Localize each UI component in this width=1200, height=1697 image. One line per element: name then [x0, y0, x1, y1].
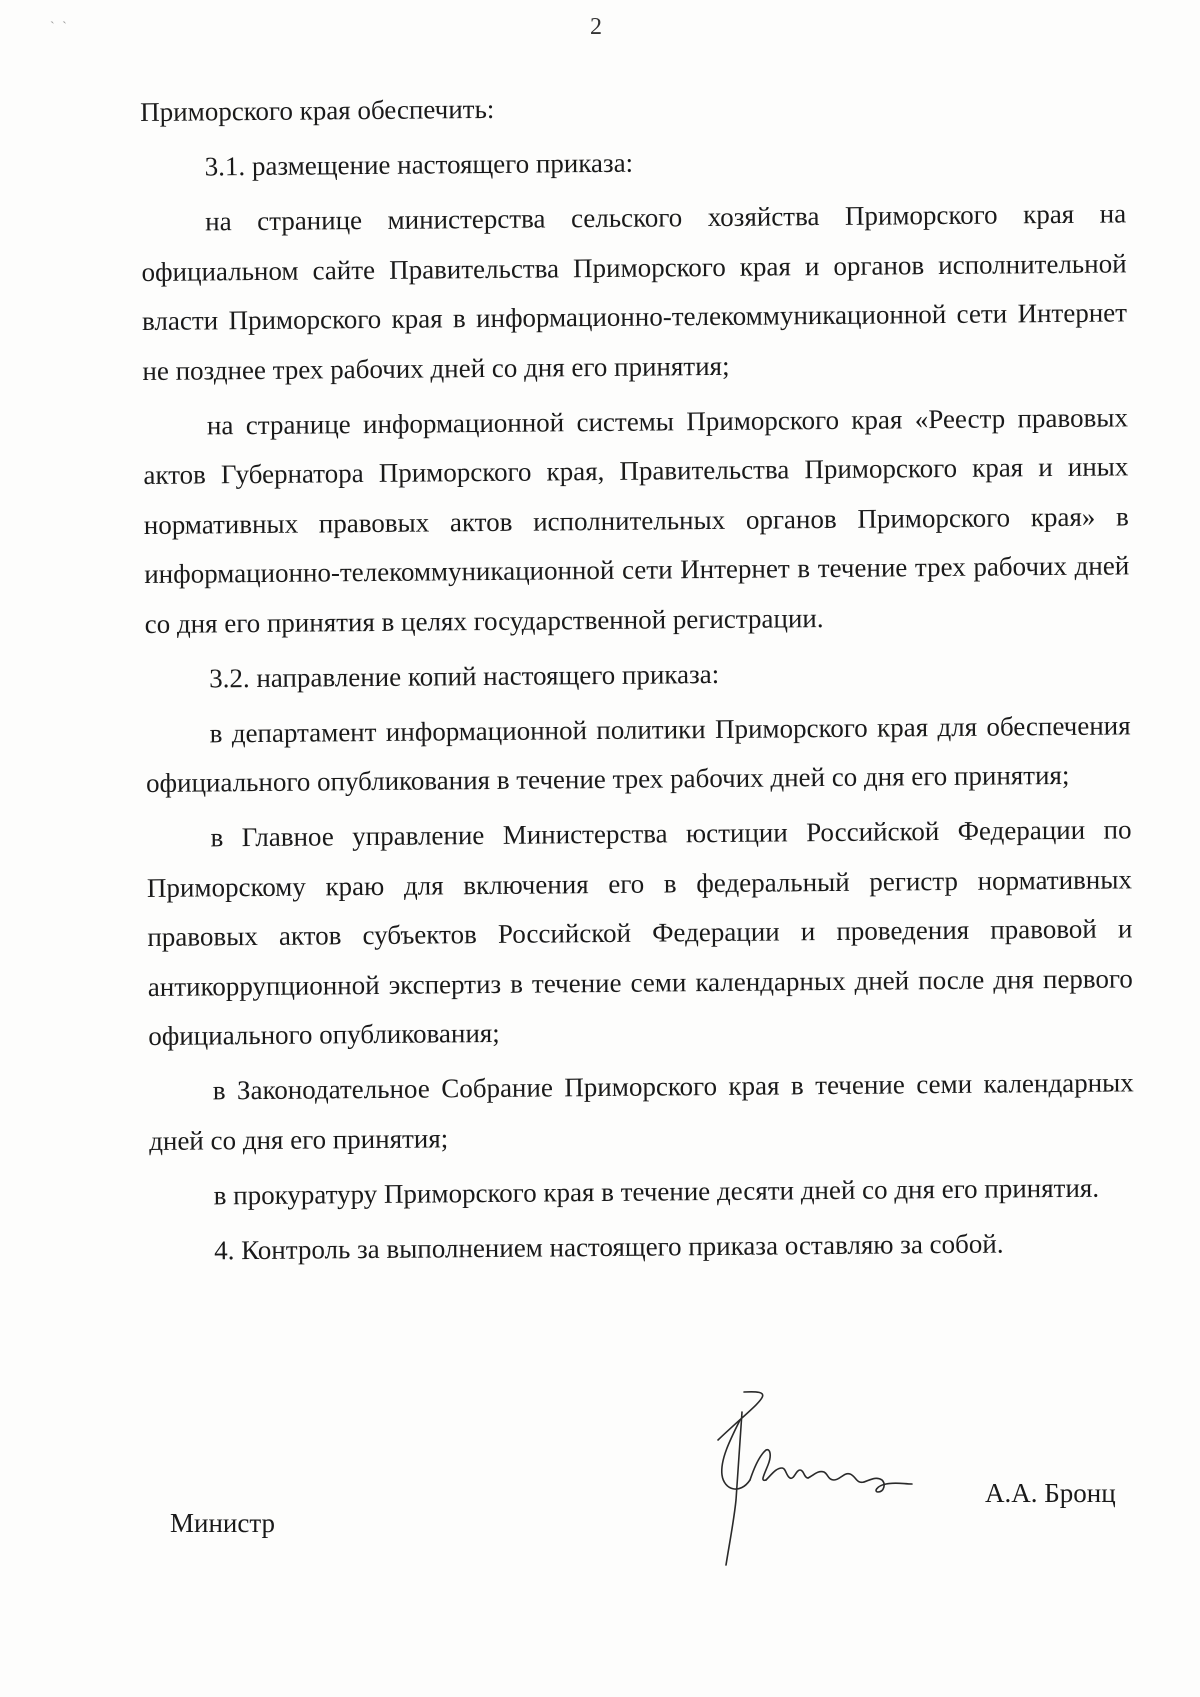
- document-body: [140, 79, 1135, 1281]
- signer-name: А.А. Бронц: [985, 1478, 1116, 1508]
- paragraph-prosecutor: в прокуратуру Приморского края в течение десяти дней со дня его принятия.: [213, 1172, 1100, 1210]
- page-number: 2: [590, 14, 602, 40]
- paragraph-justice-ministry: в Главное управление Министерства юстиции Российской Федерации по Приморскому краю для включения его в федеральный регистр нормативных правовых актов субъектов Российской Федерации и проведения правовой и антикоррупционной экспертиз в течение семи календарных дней после дня первого официального опубликования;: [146, 814, 1133, 1051]
- paragraph-registry-page: на странице информационной системы Приморского края «Реестр правовых актов Губернатора Приморского края, Правительства Приморского края и иных нормативных правовых актов исполнительных органов Приморского края» в информационно-телекоммуникационной сети Интернет в течение трех рабочих дней со дня его принятия в целях государственной регистрации.: [143, 401, 1130, 639]
- paragraph-info-policy-dept: в департамент информационной политики Приморского края для обеспечения официального опубликования в течение трех рабочих дней со дня его принятия;: [145, 709, 1131, 798]
- paragraph-ministry-page: на странице министерства сельского хозяйства Приморского края на официальном сайте Правительства Приморского края и органов исполнительной власти Приморского края в информационно-телекоммуникационной сети Интернет не позднее трех рабочих дней со дня его принятия;: [141, 198, 1128, 386]
- paragraph-3-1-heading: 3.1. размещение настоящего приказа:: [204, 147, 634, 182]
- paragraph-4-control: 4. Контроль за выполнением настоящего приказа оставляю за собой.: [214, 1228, 1004, 1265]
- signature-block: [0, 1380, 1200, 1580]
- paragraph-intro: Приморского края обеспечить:: [140, 93, 495, 127]
- paragraph-3-2-heading: 3.2. направление копий настоящего приказа:: [209, 658, 720, 693]
- scan-corner-marks: ` `: [50, 20, 69, 35]
- paragraph-legislative-assembly: в Законодательное Собрание Приморского края в течение семи календарных дней со дня его принятия;: [149, 1067, 1134, 1156]
- signer-position: Министр: [170, 1508, 275, 1538]
- handwritten-signature: [700, 1380, 960, 1580]
